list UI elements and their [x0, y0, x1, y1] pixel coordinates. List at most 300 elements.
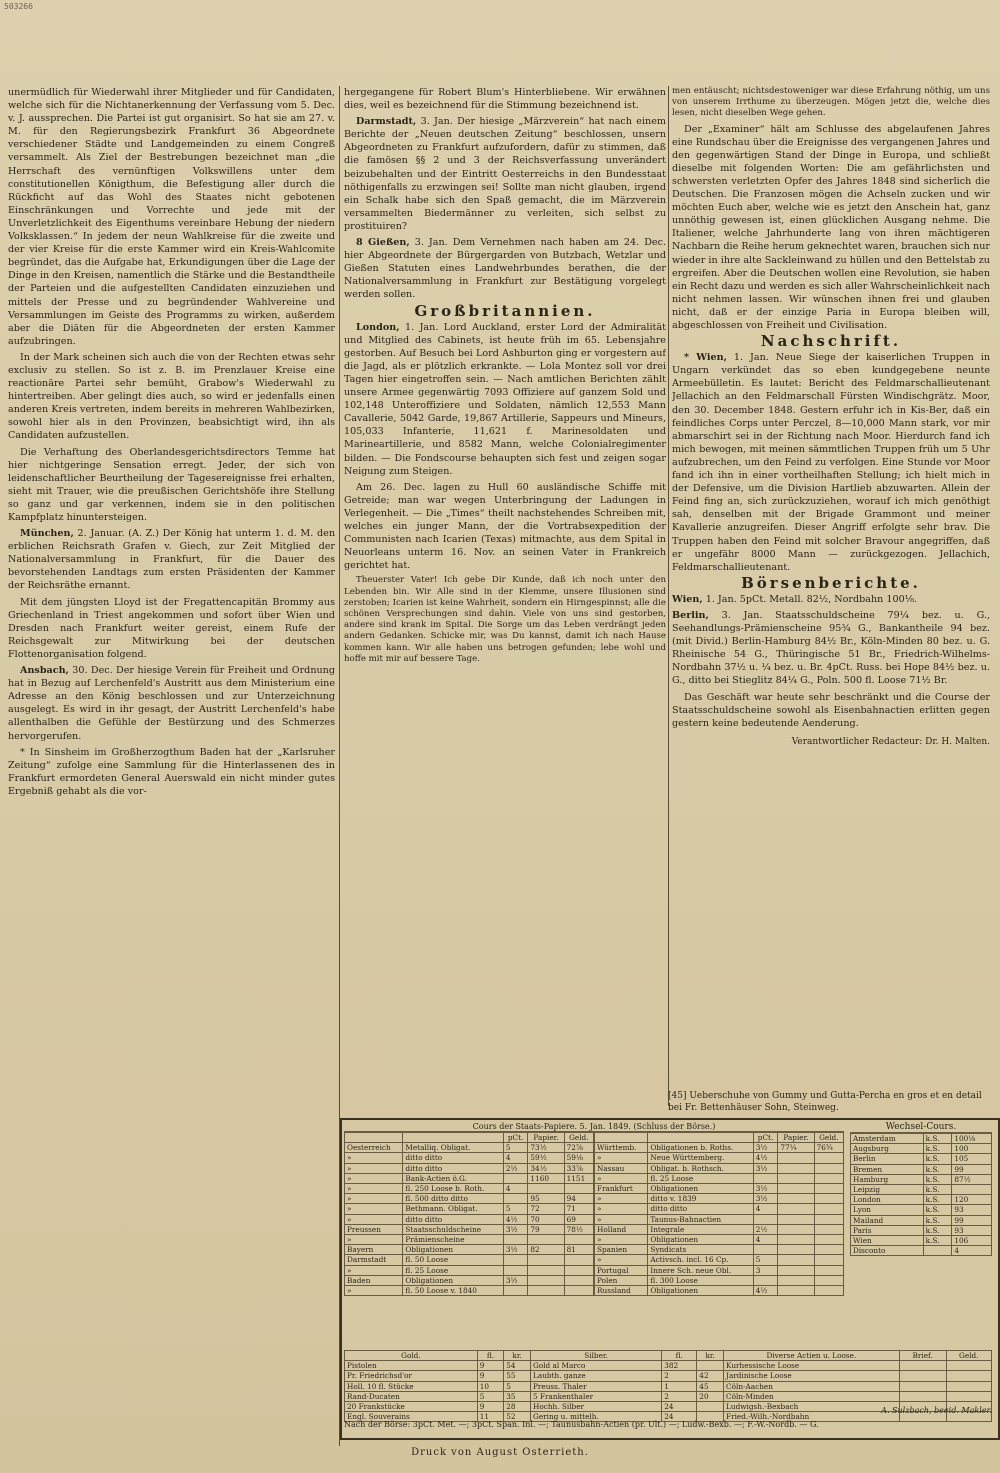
table-cell: 3½ [753, 1163, 778, 1173]
table-cell [753, 1275, 778, 1285]
table-cell: 94 [564, 1194, 593, 1204]
table-row [851, 1246, 992, 1256]
table-row [595, 1184, 844, 1194]
table-title: Cours der Staats-Papiere. 5. Jan. 1849. (Schluss der Börse.) [344, 1122, 844, 1132]
table-cell: Prämienscheine [403, 1235, 504, 1245]
table-cell [528, 1255, 564, 1265]
table-cell: 3½ [753, 1143, 778, 1153]
article-text: 3. Jan. Der hiesige „Märzverein“ hat nach einem Berichte der „Neuen deutschen Zeitung“ beschlossen, unsern Abgeordneten zu Frankfurt aufzufordern, dafür zu stimmen, daß die famösen §§ 2 und 3 der Reichsverfassung unverändert beizubehalten und der Eintritt Oesterreichs in den Bundesstaat nöthigenfalls zu erzwingen sei! Sollte man nicht glauben, irgend ein Schalk habe sich den Spaß gemacht, die im Märzverein versammelten Biedermänner zu verleiten, sich selbst zu prostituiren? [344, 116, 666, 232]
table-cell: 9 [477, 1402, 503, 1412]
table-header-cell: Papier. [528, 1133, 564, 1143]
table-row [595, 1286, 844, 1296]
table-cell: 11 [477, 1412, 503, 1422]
table-row [345, 1381, 992, 1391]
table-cell: 3½ [753, 1184, 778, 1194]
table-cell: » [345, 1153, 403, 1163]
table-cell: 54 [504, 1361, 531, 1371]
article-paragraph [344, 115, 666, 233]
table-cell: Activsch. incl. 16 Cp. [648, 1255, 753, 1265]
table-cell: 3½ [503, 1275, 528, 1285]
column-2 [344, 86, 666, 844]
table-cell [503, 1255, 528, 1265]
table-cell: Metalliq. Obligat. [403, 1143, 504, 1153]
table-header-cell: Geld. [946, 1351, 991, 1361]
table-cell: 4½ [503, 1214, 528, 1224]
archive-number: 503266 [4, 2, 33, 11]
article-paragraph: Das Geschäft war heute sehr beschränkt und die Course der Staatsschuldscheine sowohl als Eisenbahnactien erlitten gegen gestern keine bedeutende Aenderung. [672, 691, 990, 729]
table-cell [778, 1214, 814, 1224]
table-cell: 76¾ [814, 1143, 843, 1153]
table-cell: » [345, 1204, 403, 1214]
table-cell: 93 [952, 1205, 992, 1215]
advertisement: [45] Ueberschuhe von Gummy und Gutta-Percha en gros et en detail bei Fr. Bettenhäuser Sohn, Steinweg. [668, 1091, 982, 1113]
table-row [345, 1265, 594, 1275]
table-cell: k.S. [923, 1174, 952, 1184]
table-cell: 72⅞ [564, 1143, 593, 1153]
table-cell [503, 1265, 528, 1275]
table-cell [503, 1173, 528, 1183]
article-paragraph [672, 609, 990, 688]
table-header-cell: Geld. [814, 1133, 843, 1143]
table-cell: Polen [595, 1275, 648, 1285]
table-cell: 5 [503, 1143, 528, 1153]
table-row [345, 1143, 594, 1153]
table-cell: 82 [528, 1245, 564, 1255]
table-row [595, 1255, 844, 1265]
table-cell [946, 1381, 991, 1391]
table-cell: 1160 [528, 1173, 564, 1183]
table-cell: Spanien [595, 1245, 648, 1255]
table-cell [899, 1381, 946, 1391]
table-cell: » [595, 1153, 648, 1163]
table-cell: Obligationen [648, 1184, 753, 1194]
table-row [851, 1225, 992, 1235]
table-cell: Laubth. ganze [531, 1371, 662, 1381]
article-paragraph [672, 351, 990, 574]
table-cell [814, 1245, 843, 1255]
table-cell: 24 [662, 1412, 697, 1422]
table-cell [564, 1255, 593, 1265]
table-cell: » [595, 1173, 648, 1183]
table-row [595, 1194, 844, 1204]
table-header-cell: Papier. [778, 1133, 814, 1143]
article-text: 1. Jan. Neue Siege der kaiserlichen Truppen in Ungarn verkündet das so eben kundgegebene neunte Armeebülletin. Es lautet: Bericht des Feldmarschallieutenant Jellachich an den Feldmarschall Fürsten Windischgrätz. Moor, den 30. December 1848. Gestern erfuhr ich in Kis-Ber, daß ein feindliches Corps unter Perczel, 8—10,000 Mann stark, vor mir abmarschirt sei in der Richtung nach Moor. Hierdurch fand ich mich bewogen, mit meinen sämmtlichen Truppen früh um 5 Uhr aufzubrechen, um den Feind zu verfolgen. Eine Stunde vor Moor fand ich ihn in einer vortheilhaften Stellung; ich hielt mich in der Defensive, um die Division Hartlieb abzuwarten. Allein der Feind fing an, sich zurückzuziehen, worauf ich mich genöthigt sah, denselben mit der Brigade Grammont und meiner Kavallerie anzugreifen. Dieser Angriff erfolgte sehr brav. Die Truppen haben den Feind mit solcher Bravour angegriffen, daß er ungefähr 8000 Mann — zurückgezogen. Jellachich, Feldmarschallieutenant. [672, 352, 990, 573]
table-cell: » [345, 1194, 403, 1204]
table-cell: fl. 300 Loose [648, 1275, 753, 1285]
table-cell: Augsburg [851, 1144, 924, 1154]
table-cell: Holland [595, 1224, 648, 1234]
dateline: Ansbach, [20, 665, 69, 677]
papers-table-right [594, 1132, 844, 1296]
table-cell: 52 [504, 1412, 531, 1422]
table-cell: Innere Sch. neue Obl. [648, 1265, 753, 1275]
table-cell: 105 [952, 1154, 992, 1164]
table-cell: » [345, 1163, 403, 1173]
table-cell: ditto ditto [403, 1153, 504, 1163]
table-header-row [345, 1351, 992, 1361]
table-cell [814, 1163, 843, 1173]
table-cell: 77¼ [778, 1143, 814, 1153]
table-row [851, 1174, 992, 1184]
table-cell: 2 [662, 1391, 697, 1401]
table-cell: Gold al Marco [531, 1361, 662, 1371]
table-cell: Hochh. Silber [531, 1402, 662, 1412]
table-cell: » [595, 1214, 648, 1224]
table-cell: 100 [952, 1144, 992, 1154]
table-header-cell [345, 1133, 403, 1143]
table-header-cell: fl. [662, 1351, 697, 1361]
table-cell [564, 1235, 593, 1245]
table-header-cell: kr. [697, 1351, 724, 1361]
table-cell: Portugal [595, 1265, 648, 1275]
table-cell: Cöln-Aachen [724, 1381, 900, 1391]
table-cell [503, 1286, 528, 1296]
table-cell [528, 1275, 564, 1285]
table-cell: Cöln-Minden [724, 1391, 900, 1401]
table-row [345, 1245, 594, 1255]
table-cell [778, 1255, 814, 1265]
table-cell: Baden [345, 1275, 403, 1285]
table-header-cell: Geld. [564, 1133, 593, 1143]
table-cell [814, 1214, 843, 1224]
table-cell: Obligationen [648, 1286, 753, 1296]
table-cell: 100⅛ [952, 1134, 992, 1144]
table-cell: 2½ [503, 1163, 528, 1173]
table-row [851, 1185, 992, 1195]
table-row [595, 1173, 844, 1183]
table-cell: Preuss. Thaler [531, 1381, 662, 1391]
table-cell: » [345, 1286, 403, 1296]
table-cell: k.S. [923, 1134, 952, 1144]
table-cell [778, 1163, 814, 1173]
dateline: * Wien, [684, 352, 727, 364]
table-cell: fl. 250 Loose b. Roth. [403, 1184, 504, 1194]
table-cell: 70 [528, 1214, 564, 1224]
table-cell [528, 1235, 564, 1245]
table-cell [778, 1235, 814, 1245]
table-cell: 2 [662, 1371, 697, 1381]
table-cell [899, 1391, 946, 1401]
table-cell: Obligationen [403, 1275, 504, 1285]
table-row [595, 1143, 844, 1153]
table-cell: 93 [952, 1225, 992, 1235]
table-cell: 106 [952, 1236, 992, 1246]
table-cell [814, 1184, 843, 1194]
column-1 [8, 86, 335, 1458]
table-cell: 34½ [528, 1163, 564, 1173]
table-cell: 5 Frankenthaler [531, 1391, 662, 1401]
table-cell [697, 1402, 724, 1412]
table-cell: Obligationen b. Roths. [648, 1143, 753, 1153]
table-row [851, 1144, 992, 1154]
after-market-line: Nach der Börse: 3pCt. Met. —; 3pCt. Span. Inl. —; Taunusbahn-Actien (pr. Ult.) —; Ludw.-Bexb. —; F.-W.-Nordb. — G. [344, 1420, 819, 1429]
table-cell [946, 1361, 991, 1371]
article-paragraph: unermüdlich für Wiederwahl ihrer Mitglieder und für Candidaten, welche sich für die Nichtanerkennung der Verfassung vom 5. Dec. v. J. aussprechen. Die Partei ist gut organisirt. So hat sie am 27. v. M. für den Regierungsbezirk Frankfurt 36 Abgeordnete verschiedener Städte und Landgemeinden zu einem Congreß versammelt. Als Ziel der Bestrebungen bezeichnet man „die Herrschaft des vernünftigen Volkswillens unter dem constitutionellen Königthum, die Befestigung aller durch die Rückficht auf das Wohl des Staates nicht gebotenen Einschränkungen und Vorrechte und jede mit der Unverletzlichkeit des Eigenthums vereinbare Hebung der niedern Volksklassen.“ In jedem der neun Wahlkreise für die zweite und der vier Kreise für die erste Kammer wird ein Kreis-Wahlcomite begründet, das die Aufgabe hat, Erkundigungen über die Lage der Dinge in den Kreisen, namentlich die Stärke und die Bestandtheile der Parteien und die aufgestellten Candidaten einzuziehen und mittels der Presse und zu begründender Wahlvereine und Versammlungen im Geiste des Programms zu wirken, außerdem aber die Diäten für die Abgeordneten der ersten Kammer aufzubringen. [8, 87, 335, 347]
table-cell: k.S. [923, 1154, 952, 1164]
dateline: München, [20, 528, 74, 540]
table-cell: Taunus-Bahnactien [648, 1214, 753, 1224]
letter-quote: Theuerster Vater! Ich gebe Dir Kunde, daß ich noch unter den Lebenden bin. Wir Alle sind in der Klemme, unsere Illusionen sind zerstoben; Icarien ist keine Wahrheit, sondern ein Hirngespinnst; alle die schönen Versprechungen sind dahin. Viele von uns sind gestorben, andere sind krank im Spital. Die Sorge um das Leben verdrängt jeden andern Gedanken. Schicke mir, was Du kannst, damit ich nach Hause kommen kann. Wir alle haben uns betrogen gefunden; lebe wohl und hoffe mit mir auf bessere Tage. [344, 575, 666, 664]
table-cell [753, 1173, 778, 1183]
table-cell: Fried.-Wilh.-Nordbahn [724, 1412, 900, 1422]
section-heading: Großbritannien. [414, 301, 596, 320]
table-row [595, 1275, 844, 1285]
article-paragraph: Mit dem jüngsten Lloyd ist der Fregattencapitän Brommy aus Griechenland in Triest angekommen und sofort über Wien und Dresden nach Frankfurt weiter gereist, einem Rufe der Reichsgewalt zur Mitwirkung bei der deutschen Flottenorganisation folgend. [8, 596, 335, 660]
table-cell: Disconto [851, 1246, 924, 1256]
article-paragraph [8, 527, 335, 592]
table-row [851, 1195, 992, 1205]
table-row [345, 1214, 594, 1224]
table-row [345, 1391, 992, 1401]
table-cell: 95 [528, 1194, 564, 1204]
dateline: Darmstadt, [356, 116, 417, 128]
table-cell: 4½ [753, 1153, 778, 1163]
table-cell: Hamburg [851, 1174, 924, 1184]
article-paragraph: In der Mark scheinen sich auch die von der Rechten etwas sehr exclusiv zu stellen. So ist z. B. im Prenzlauer Kreise eine reactionäre Partei sehr bemüht, Grabow's Wiederwahl zu hintertreiben. Aber gelingt dies auch, so wird er jedenfalls einen anderen Kreis vertreten, indem bereits in mehreren Wahlbezirken, sowohl hier als in den Provinzen, beabsichtigt wird, ihn als Candidaten aufzustellen. [8, 351, 335, 442]
table-cell: Oesterreich [345, 1143, 403, 1153]
article-paragraph: Am 26. Dec. lagen zu Hull 60 ausländische Schiffe mit Getreide; man war wegen Unterbringung der Ladungen in Verlegenheit. — Die „Times“ theilt nachstehendes Schreiben mit, welches ein junger Mann, der die Vortrabsexpedition der Communisten nach Icarien (Texas) mitmachte, aus dem Spital in Neuorleans unterm 16. Nov. an seinen Vater in Frankreich gerichtet hat. [344, 481, 666, 572]
article-paragraph: Der „Examiner“ hält am Schlusse des abgelaufenen Jahres eine Rundschau über die Ereignisse des vergangenen Jahres und den gegenwärtigen Stand der Dinge in Europa, und schließt dieselbe mit folgenden Worten: Die am gefährlichsten und schwersten verletzten Opfer des Jahres 1848 sind sicherlich die Deutschen. Die Franzosen mögen die Achseln zucken und wir möchten Euch aber, welche wie es jetzt den Anschein hat, ganz unnöthig gewesen ist, einen glücklichen Ausgang nehme. Die Italiener, welche Jahrhunderte lang von ihren mächtigeren Nachbarn die Reihe herum geknechtet waren, brauchen sich nur wieder in ihre alte Sackleinwand zu hüllen und den Bettelstab zu ergreifen. Aber die Deutschen wollen eine Revolution, sie haben ein Recht dazu und werden es sich aller Wahrscheinlichkeit nach nicht nehmen lassen. Wir wünschen ihnen frei und glauben nicht, daß er der einzige Paria in Europa bleiben will, abgeschlossen von Freiheit und Civilisation. [672, 123, 990, 332]
table-cell: » [595, 1194, 648, 1204]
table-row [595, 1163, 844, 1173]
table-cell [778, 1153, 814, 1163]
table-cell [778, 1194, 814, 1204]
table-header-cell: pCt. [753, 1133, 778, 1143]
table-cell: 9 [477, 1371, 503, 1381]
table-cell: 5 [503, 1204, 528, 1214]
table-row [595, 1265, 844, 1275]
table-cell: Obligationen [403, 1245, 504, 1255]
table-cell: 4 [753, 1235, 778, 1245]
table-header-cell: Gold. [345, 1351, 478, 1361]
exchange-table [850, 1133, 992, 1256]
papers-table-left [344, 1132, 594, 1296]
table-cell: Frankfurt [595, 1184, 648, 1194]
table-cell: k.S. [923, 1236, 952, 1246]
table-cell: Pistolen [345, 1361, 478, 1371]
article-paragraph [344, 236, 666, 301]
table-cell: 20 [697, 1391, 724, 1401]
table-header-cell: fl. [477, 1351, 503, 1361]
table-cell [814, 1235, 843, 1245]
table-cell: Integrale [648, 1224, 753, 1234]
table-cell [503, 1194, 528, 1204]
article-text: 1. Jan. 5pCt. Metall. 82½, Nordbahn 100⅛. [702, 593, 918, 605]
table-cell: Ludwigsh.-Bexbach [724, 1402, 900, 1412]
table-cell: 10 [477, 1381, 503, 1391]
article-paragraph: Die Verhaftung des Oberlandesgerichtsdirectors Temme hat hier nichtgeringe Sensation erregt. Jeder, der sich von leidenschaftlicher Beurtheilung der Tagesereignisse frei erhalten, sieht mit Trauer, wie die preußischen Gerichtshöfe ihre Stellung so ganz und gar verkennen, indem sie in den politischen Kampfplatz hinuntersteigen. [8, 446, 335, 523]
table-cell: 24 [662, 1402, 697, 1412]
table-cell: 5 [753, 1255, 778, 1265]
table-cell [814, 1204, 843, 1214]
dateline: Berlin, [672, 609, 709, 621]
table-row [851, 1154, 992, 1164]
table-cell: 42 [697, 1371, 724, 1381]
article-paragraph: hergegangene für Robert Blum's Hinterbliebene. Wir erwähnen dies, weil es bezeichnend für die Stimmung bezeichnend ist. [344, 87, 666, 112]
table-cell: 28 [504, 1402, 531, 1412]
table-cell: 72 [528, 1204, 564, 1214]
editor-line: Verantwortlicher Redacteur: Dr. H. Malten. [791, 736, 990, 747]
table-cell [778, 1173, 814, 1183]
table-row [851, 1205, 992, 1215]
table-cell: Bank-Actien ö.G. [403, 1173, 504, 1183]
table-row [345, 1255, 594, 1265]
table-row [345, 1235, 594, 1245]
table-cell: Bayern [345, 1245, 403, 1255]
table-cell: Leipzig [851, 1185, 924, 1195]
table-cell: Holl. 10 fl. Stücke [345, 1381, 478, 1391]
table-cell: Jardinische Loose [724, 1371, 900, 1381]
article-paragraph [344, 321, 666, 478]
table-cell: fl. 50 Loose v. 1840 [403, 1286, 504, 1296]
table-cell: 3½ [503, 1245, 528, 1255]
table-cell: Mailand [851, 1215, 924, 1225]
table-cell: 1151 [564, 1173, 593, 1183]
table-header-row [595, 1133, 844, 1143]
table-cell: » [345, 1235, 403, 1245]
table-cell: Darmstadt [345, 1255, 403, 1265]
table-header-cell [595, 1133, 648, 1143]
table-cell: fl. 500 ditto ditto [403, 1194, 504, 1204]
table-cell: fl. 25 Loose [648, 1173, 753, 1183]
table-row [345, 1204, 594, 1214]
table-cell [778, 1204, 814, 1214]
table-cell: k.S. [923, 1205, 952, 1215]
section-heading: Börsenberichte. [741, 573, 921, 592]
table-cell: ditto ditto [403, 1163, 504, 1173]
article-paragraph: * In Sinsheim im Großherzogthum Baden hat der „Karlsruher Zeitung“ zufolge eine Sammlung für die Hinterlassenen des in Frankfurt ermordeten General Auerswald ein nicht minder gutes Ergebniß gehabt als die vor- [8, 746, 335, 797]
table-cell: Lyon [851, 1205, 924, 1215]
table-row [595, 1224, 844, 1234]
table-cell [814, 1255, 843, 1265]
table-cell: fl. 25 Loose [403, 1265, 504, 1275]
table-cell: Württemb. [595, 1143, 648, 1153]
broker-signature: A. Sulzbach, beeid. Makler. [881, 1406, 992, 1415]
dateline: 8 Gießen, [356, 237, 410, 249]
table-cell: 35 [504, 1391, 531, 1401]
table-cell [564, 1286, 593, 1296]
table-row [595, 1214, 844, 1224]
table-cell: Gering u. mittelh. [531, 1412, 662, 1422]
table-row [851, 1236, 992, 1246]
table-cell [946, 1391, 991, 1401]
table-cell: » [595, 1204, 648, 1214]
table-cell [814, 1275, 843, 1285]
table-cell: ditto ditto [403, 1214, 504, 1224]
staats-papiere-block [344, 1122, 844, 1296]
table-cell [814, 1194, 843, 1204]
table-cell: 9 [477, 1361, 503, 1371]
table-header-cell: Brief. [899, 1351, 946, 1361]
table-row [595, 1204, 844, 1214]
article-paragraph: men entäuscht; nichtsdestoweniger war diese Erfahrung nöthig, um uns von unserem Irrthume zu überzeugen. Mögen jetzt die, welche dies lesen, nicht dieselben Wege gehen. [672, 86, 990, 119]
table-row [595, 1235, 844, 1245]
table-cell: » [345, 1265, 403, 1275]
table-cell: Amsterdam [851, 1134, 924, 1144]
table-cell: Syndicats [648, 1245, 753, 1255]
table-cell: 99 [952, 1164, 992, 1174]
table-header-cell: Diverse Actien u. Loose. [724, 1351, 900, 1361]
table-cell: Neue Württemberg. [648, 1153, 753, 1163]
table-cell: Preussen [345, 1224, 403, 1234]
table-cell: Pr. Friedrichsd'or [345, 1371, 478, 1381]
table-cell: 5 [477, 1391, 503, 1401]
table-cell [564, 1184, 593, 1194]
table-cell: 4 [503, 1153, 528, 1163]
table-cell [528, 1286, 564, 1296]
article-text: 30. Dec. Der hiesige Verein für Freiheit und Ordnung hat in Bezug auf Lerchenfeld's Austritt aus dem Ministerium eine Adresse an den König beschlossen und zur Unterzeichnung ausgelegt. Es wird in ihr gesagt, der Austritt Lerchenfeld's habe allenthalben die Gefühle der Bestürzung und des Schmerzes hervorgerufen. [8, 665, 335, 742]
table-header-cell [648, 1133, 753, 1143]
table-cell: 2½ [753, 1224, 778, 1234]
wechsel-cours-block [850, 1122, 992, 1256]
table-row [345, 1184, 594, 1194]
table-row [345, 1163, 594, 1173]
table-row [345, 1361, 992, 1371]
table-cell: k.S. [923, 1195, 952, 1205]
table-cell: k.S. [923, 1215, 952, 1225]
table-cell: 87½ [952, 1174, 992, 1184]
table-cell [778, 1245, 814, 1255]
table-row [345, 1153, 594, 1163]
table-cell: » [345, 1184, 403, 1194]
table-cell: k.S. [923, 1225, 952, 1235]
stock-price-table [340, 1118, 1000, 1440]
table-cell: Berlin [851, 1154, 924, 1164]
table-row [595, 1153, 844, 1163]
table-cell [923, 1246, 952, 1256]
table-cell: 59⅛ [564, 1153, 593, 1163]
table-cell [814, 1153, 843, 1163]
table-cell: London [851, 1195, 924, 1205]
article-paragraph [672, 593, 990, 606]
table-row [851, 1134, 992, 1144]
table-cell: 69 [564, 1214, 593, 1224]
table-cell [528, 1265, 564, 1275]
table-cell: Obligationen [648, 1235, 753, 1245]
table-cell: 45 [697, 1381, 724, 1391]
table-cell [503, 1235, 528, 1245]
table-cell: 55 [504, 1371, 531, 1381]
table-cell: fl. 50 Loose [403, 1255, 504, 1265]
table-cell [778, 1265, 814, 1275]
table-cell: 3½ [753, 1194, 778, 1204]
table-cell: 3 [753, 1265, 778, 1275]
table-row [345, 1371, 992, 1381]
article-text: 3. Jan. Staatsschuldscheine 79¼ bez. u. G., Seehandlungs-Prämienscheine 95¾ G., Bankantheile 94 bez. (mit Divid.) Berlin-Hamburg 84½ Br., Köln-Minden 80 bez. u. G. Rheinische 54 G., Thüringische 51 Br., Friedrich-Wilhelms-Nordbahn 37½ u. ¼ bez. u. Br. 4pCt. Russ. bei Hope 84½ bez. u. G., ditto bei Stieglitz 84¼ G., Poln. 500 fl. Loose 71½ Br. [672, 609, 990, 687]
table-cell [778, 1224, 814, 1234]
table-cell: 99 [952, 1215, 992, 1225]
table-cell [528, 1184, 564, 1194]
article-text: 1. Jan. Lord Auckland, erster Lord der Admiralität und Mitglied des Cabinets, ist heute früh im 65. Lebensjahre gestorben. Auf Besuch bei Lord Ashburton ging er vorgestern auf die Jagd, als er plötzlich erkrankte. — Lola Montez soll vor drei Tagen hier eingetroffen sein. — Nach amtlichen Berichten zählt unsere Armee gegenwärtig 7093 Offiziere auf ganzem Sold und 102,148 Unteroffiziere und Soldaten, nämlich 12,553 Mann Cavallerie, 5042 Garde, 19,867 Artillerie, Sappeurs und Mineurs, 105,033 Infanterie, 11,621 f. Marinesoldaten und Marineartillerie, und 8582 Mann, welche Colonialregimenter bilden. — Die Fondscourse behaupten sich fest und zeigen sogar Neigung zum Steigen. [344, 321, 666, 477]
table-header-cell: pCt. [503, 1133, 528, 1143]
table-cell: » [345, 1173, 403, 1183]
table-cell: » [345, 1214, 403, 1224]
table-cell: 33⅞ [564, 1163, 593, 1173]
table-title: Wechsel-Cours. [850, 1122, 992, 1133]
table-cell [952, 1185, 992, 1195]
table-cell [814, 1286, 843, 1296]
table-cell: 78½ [564, 1224, 593, 1234]
article-paragraph [8, 664, 335, 743]
table-cell [814, 1265, 843, 1275]
table-cell: Staatsschuldscheine [403, 1224, 504, 1234]
table-row [345, 1224, 594, 1234]
table-cell: 79 [528, 1224, 564, 1234]
table-cell: Bethmann. Obligat. [403, 1204, 504, 1214]
table-cell [814, 1224, 843, 1234]
column-3 [672, 86, 990, 810]
imprint: Druck von August Osterrieth. [411, 1447, 589, 1458]
